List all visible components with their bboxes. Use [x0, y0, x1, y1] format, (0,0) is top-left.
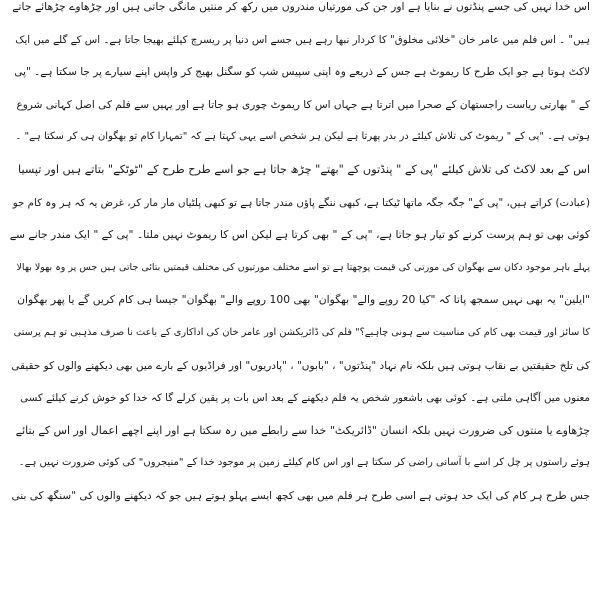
- text-line: کا سائز اور قیمت بھی کام کی مناسبت سے ہونی چاہیے؟" فلم کی ڈائریکشن اور عامر خان کی اداکاری کے باعث نا صرف مذہبی تو ہم پرستی: [13, 326, 590, 338]
- text-line: معنوں میں آگاہی ملتی ہے۔ کوئی بھی باشعور شخص یہ فلم دیکھنے کے بعد اس بات پر یقین کرلے گا کہ خدا کو خوش کرنے کیلئے کسی: [20, 392, 590, 405]
- text-line: لاکٹ ہوتا ہے جو ایک طرح کا ریموٹ ہے جس کے ذریعے وہ اپنی سپیس شپ کو سگنل بھیج کر واپس اپنے سیارے پر جا سکتا ہے۔ "پی: [14, 66, 590, 79]
- text-line: ہیں" ۔ اس فلم میں عامر خان "خلائی مخلوق" کا کردار نبھا رہے ہیں جسے اس دنیا پر ریسرچ کیلئے بھیجا جاتا ہے۔ اس کے گلے میں ایک: [15, 33, 590, 46]
- article-paragraph: [10, 0, 590, 513]
- text-line: چڑھاوے یا منتوں کی ضرورت نہیں بلکہ انسان "ڈائریکٹ" خدا سے رابطے میں رہ سکتا ہے اور اپنے اچھے اعمال اور اس کے بتائے: [15, 423, 590, 437]
- text-line: کوئی بھی تو ہم پرست کرنے کو تیار ہو جاتا ہے، "پی کے " بھی کرتا ہے لیکن اس کا ریموٹ نہیں ملتا۔ "پی کے " ایک مندر جانے سے: [10, 228, 590, 242]
- text-line: اس خدا نہیں کی جسے پنڈتوں نے بنایا ہے اور جن کی مورتیاں مندروں میں رکھ کر منتیں مانگی جاتی ہیں اور چڑھاوے چڑھائے جاتے: [12, 0, 590, 13]
- text-line: (عبادت) کراتے ہیں، "پی کے" جگہ جگہ ماتھا ٹیکتا ہے، کبھی ننگے پاؤں مندر جاتا ہے تو کبھی پلٹیاں مار مار کر، غرض یہ کہ ہر وہ کام جو: [12, 196, 590, 209]
- text-line: "ایلین" یہ بھی نہیں سمجھ پاتا کہ "کیا 20 روپے والے" بھگوان" بھی 100 روپے والے" بھگوان" جیسا ہی کام کریں گے یا پھر بھگوان: [17, 293, 590, 307]
- text-line: کی تلخ حقیقتیں بے نقاب ہوتی ہیں بلکہ نام نہاد "پنڈتوں" ، "بابوں" ، "پادریوں" اور فراڈیوں کے بارے میں بھی دیکھنے والوں کو حقیقی: [11, 359, 590, 372]
- text-line: ہوئے راستوں پر چل کر اسے با آسانی راضی کر سکتا ہے اور اس کام کیلئے زمین پر موجود خدا کے "منیجروں" کی کوئی ضرورت نہیں ہے۔: [18, 457, 590, 469]
- text-line: ہوتی ہے۔ "پی کے " ریموٹ کی تلاش کیلئے در بدر پھرتا ہے لیکن ہر شخص اسے یہی کہتا ہے کہ "تمہارا کام تو بھگوان ہی کر سکتا ہے" ۔: [15, 131, 590, 143]
- text-line: پہلے باہر موجود دکان سے بھگوان کی مورتی کی قیمت پوچھتا ہے تو اسے مختلف مورتیوں کی مختلف قیمتیں بتائی جاتی ہیں جس پر وہ بھولا بھالا: [16, 261, 590, 273]
- text-line: اس کے بعد لاکٹ کی تلاش کیلئے "پی کے " پنڈتوں کے "بھتے" چڑھ جاتا ہے جو اسے طرح طرح کے "ٹوٹکے" بتاتے ہیں اور تپسیا: [18, 162, 590, 176]
- text-line: کے " بھارتی ریاست راجستھان کے صحرا میں اترتا ہے جہاں اس کا ریموٹ چوری ہو جاتا ہے اور یہیں سے فلم کی اصل کہانی شروع: [16, 98, 590, 111]
- text-line: جس طرح ہر کام کی ایک حد ہوتی ہے اسی طرح ہر فلم میں بھی کچھ ایسے پہلو ہوتے ہیں جو کہ دیکھنے والوں کی "سنگھ کی بنی: [11, 489, 590, 502]
